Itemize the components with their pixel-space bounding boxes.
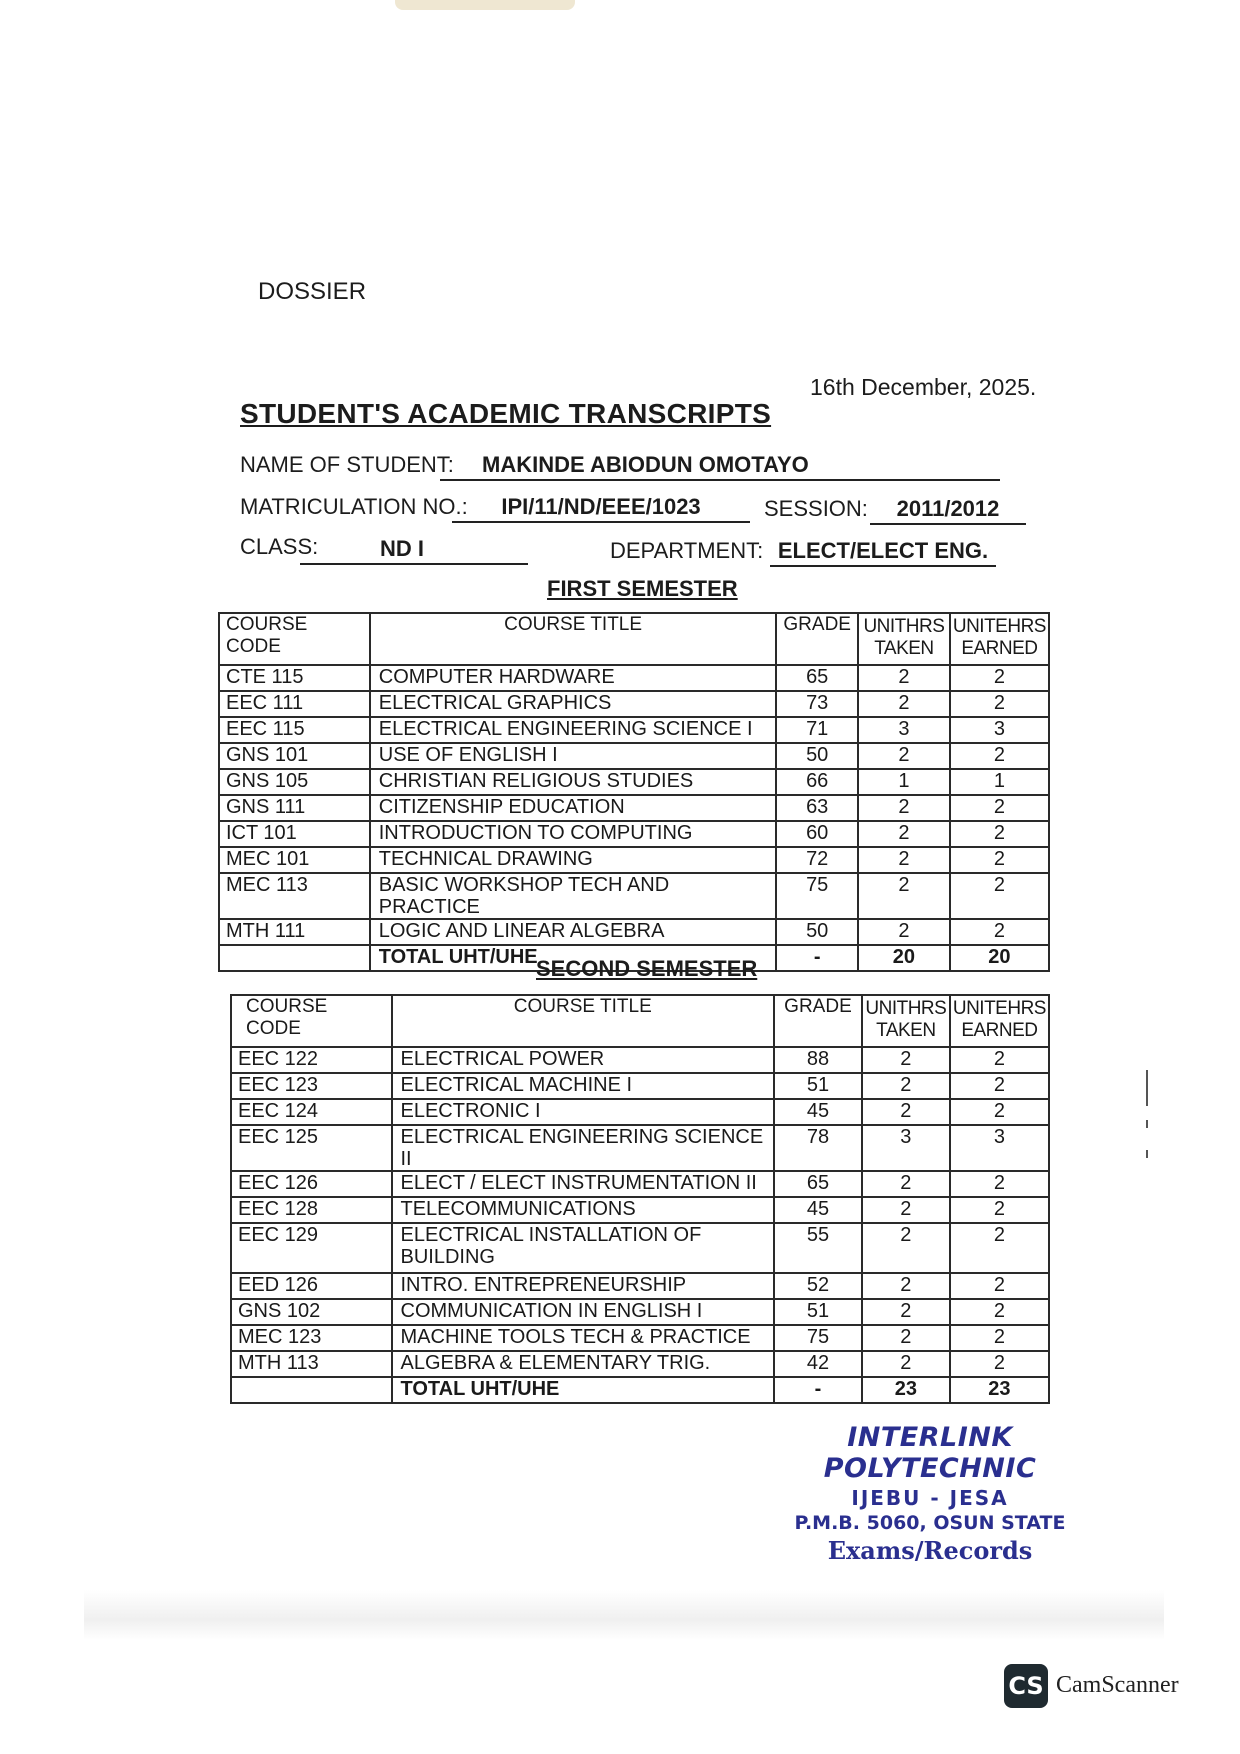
units-earned: 2 [950, 691, 1049, 717]
table-row [219, 665, 1049, 691]
course-title: ELECTRICAL GRAPHICS [370, 691, 777, 717]
total-row [231, 1377, 1049, 1403]
course-code: EEC 111 [219, 691, 370, 717]
units-taken: 1 [858, 769, 950, 795]
course-grade: 60 [776, 821, 858, 847]
course-code: GNS 101 [219, 743, 370, 769]
units-taken: 2 [862, 1351, 950, 1377]
units-earned: 2 [950, 1171, 1049, 1197]
table-row [219, 821, 1049, 847]
table-row [231, 1099, 1049, 1125]
page-title: STUDENT'S ACADEMIC TRANSCRIPTS [240, 398, 772, 429]
course-grade: 42 [774, 1351, 862, 1377]
units-earned: 2 [950, 1073, 1049, 1099]
table-row [231, 1223, 1049, 1273]
units-taken: 2 [858, 821, 950, 847]
session-value: 2011/2012 [870, 496, 1026, 525]
course-grade: 51 [774, 1299, 862, 1325]
units-taken: 3 [858, 717, 950, 743]
course-title: COMMUNICATION IN ENGLISH I [392, 1299, 775, 1325]
units-taken: 2 [858, 919, 950, 945]
course-title: LOGIC AND LINEAR ALGEBRA [370, 919, 777, 945]
units-earned: 2 [950, 1273, 1049, 1299]
course-code: EED 126 [231, 1273, 392, 1299]
course-code: EEC 115 [219, 717, 370, 743]
units-taken: 2 [862, 1073, 950, 1099]
table-row [231, 1325, 1049, 1351]
units-taken: 2 [862, 1273, 950, 1299]
course-code: GNS 105 [219, 769, 370, 795]
units-earned: 3 [950, 1125, 1049, 1171]
units-earned: 2 [950, 743, 1049, 769]
table-row [231, 1299, 1049, 1325]
student-name: MAKINDE ABIODUN OMOTAYO [440, 452, 1000, 481]
first-semester-heading: FIRST SEMESTER [547, 576, 738, 601]
name-label: NAME OF STUDENT: [240, 452, 454, 477]
total-grade: - [774, 1377, 862, 1403]
column-header-title: COURSE TITLE [392, 995, 775, 1047]
course-title: INTRO. ENTREPRENEURSHIP [392, 1273, 775, 1299]
total-units-earned: 20 [950, 945, 1049, 971]
first-semester-body [219, 665, 1049, 971]
units-earned: 2 [950, 795, 1049, 821]
units-taken: 2 [858, 795, 950, 821]
table-row [231, 1273, 1049, 1299]
table-row [219, 873, 1049, 919]
course-title: ELECTRONIC I [392, 1099, 775, 1125]
table-row [231, 1073, 1049, 1099]
course-title: TELECOMMUNICATIONS [392, 1197, 775, 1223]
document-date: 16th December, 2025. [810, 374, 1037, 400]
course-title: USE OF ENGLISH I [370, 743, 777, 769]
course-title: TECHNICAL DRAWING [370, 847, 777, 873]
course-grade: 65 [776, 665, 858, 691]
course-grade: 45 [774, 1099, 862, 1125]
course-grade: 65 [774, 1171, 862, 1197]
units-earned: 2 [950, 1099, 1049, 1125]
units-taken: 2 [858, 847, 950, 873]
stamp-office: Exams/Records [827, 1536, 1033, 1565]
units-earned: 2 [950, 919, 1049, 945]
camscanner-watermark: CamScanner [1056, 1672, 1179, 1698]
column-header-title: COURSE TITLE [370, 613, 777, 665]
course-code: MEC 113 [219, 873, 370, 919]
course-grade: 75 [776, 873, 858, 919]
course-code: EEC 122 [231, 1047, 392, 1073]
units-taken: 2 [858, 743, 950, 769]
department-label: DEPARTMENT: [610, 538, 764, 563]
table-row [231, 1171, 1049, 1197]
stamp-address: P.M.B. 5060, OSUN STATE [794, 1512, 1066, 1534]
scan-edge-mark [1146, 1070, 1148, 1106]
course-code: MTH 111 [219, 919, 370, 945]
units-earned: 1 [950, 769, 1049, 795]
department-value: ELECT/ELECT ENG. [770, 538, 996, 567]
stamp-location: IJEBU - JESA [851, 1486, 1009, 1510]
camscanner-logo-icon: CS [1004, 1664, 1048, 1708]
column-header-units-earned: UNITEHRS EARNED [950, 995, 1049, 1047]
units-earned: 2 [950, 1223, 1049, 1273]
course-title: ELECTRICAL MACHINE I [392, 1073, 775, 1099]
total-label: TOTAL UHT/UHE [370, 945, 777, 971]
matric-number: IPI/11/ND/EEE/1023 [452, 494, 750, 523]
course-title: ELECT / ELECT INSTRUMENTATION II [392, 1171, 775, 1197]
course-grade: 50 [776, 919, 858, 945]
course-code: EEC 125 [231, 1125, 392, 1171]
course-title: COMPUTER HARDWARE [370, 665, 777, 691]
units-earned: 2 [950, 873, 1049, 919]
course-title: CHRISTIAN RELIGIOUS STUDIES [370, 769, 777, 795]
page-edge-shadow [84, 1590, 1164, 1640]
table-row [231, 1351, 1049, 1377]
class-label: CLASS: [240, 534, 319, 559]
course-code: EEC 129 [231, 1223, 392, 1273]
second-semester-table [230, 994, 1050, 1404]
first-semester-table [218, 612, 1050, 972]
total-grade: - [776, 945, 858, 971]
units-taken: 2 [858, 691, 950, 717]
table-row [219, 795, 1049, 821]
table-header-row [219, 613, 1049, 665]
course-code: MEC 123 [231, 1325, 392, 1351]
column-header-code: COURSE CODE [231, 995, 392, 1047]
course-code: EEC 126 [231, 1171, 392, 1197]
course-title: CITIZENSHIP EDUCATION [370, 795, 777, 821]
matric-label: MATRICULATION NO.: [240, 494, 468, 519]
course-grade: 75 [774, 1325, 862, 1351]
units-taken: 2 [862, 1171, 950, 1197]
table-row [219, 769, 1049, 795]
course-grade: 78 [774, 1125, 862, 1171]
units-taken: 2 [862, 1197, 950, 1223]
column-header-code: COURSE CODE [219, 613, 370, 665]
course-code: EEC 124 [231, 1099, 392, 1125]
total-units-earned: 23 [950, 1377, 1049, 1403]
units-taken: 2 [862, 1223, 950, 1273]
paper-clip-tab [395, 0, 575, 10]
column-header-units-earned: UNITEHRS EARNED [950, 613, 1049, 665]
course-code: GNS 111 [219, 795, 370, 821]
course-title: ELECTRICAL ENGINEERING SCIENCE II [392, 1125, 775, 1171]
course-code: MEC 101 [219, 847, 370, 873]
course-grade: 66 [776, 769, 858, 795]
units-earned: 3 [950, 717, 1049, 743]
course-code: EEC 128 [231, 1197, 392, 1223]
course-code: CTE 115 [219, 665, 370, 691]
course-grade: 45 [774, 1197, 862, 1223]
course-code: ICT 101 [219, 821, 370, 847]
column-header-units-taken: UNITHRS TAKEN [858, 613, 950, 665]
course-code: EEC 123 [231, 1073, 392, 1099]
scan-edge-mark [1146, 1150, 1148, 1158]
course-title: ELECTRICAL INSTALLATION OF BUILDING [392, 1223, 775, 1273]
dossier-label: DOSSIER [258, 278, 367, 305]
course-grade: 72 [776, 847, 858, 873]
total-label: TOTAL UHT/UHE [392, 1377, 775, 1403]
table-header-row [231, 995, 1049, 1047]
table-row [231, 1047, 1049, 1073]
stamp-institution-name: INTERLINK POLYTECHNIC [823, 1422, 1037, 1484]
units-taken: 2 [862, 1047, 950, 1073]
total-units-taken: 20 [858, 945, 950, 971]
course-title: ELECTRICAL POWER [392, 1047, 775, 1073]
class-value: ND I [300, 536, 528, 565]
course-grade: 73 [776, 691, 858, 717]
units-taken: 3 [862, 1125, 950, 1171]
table-row [231, 1125, 1049, 1171]
institution-stamp [790, 1422, 1070, 1565]
course-grade: 88 [774, 1047, 862, 1073]
second-semester-heading: SECOND SEMESTER [536, 956, 758, 981]
units-taken: 2 [858, 665, 950, 691]
column-header-units-taken: UNITHRS TAKEN [862, 995, 950, 1047]
scan-edge-mark [1146, 1120, 1148, 1128]
units-taken: 2 [862, 1299, 950, 1325]
column-header-grade: GRADE [774, 995, 862, 1047]
units-taken: 2 [862, 1099, 950, 1125]
course-grade: 71 [776, 717, 858, 743]
total-code-empty [231, 1377, 392, 1403]
table-row [219, 919, 1049, 945]
course-title: ELECTRICAL ENGINEERING SCIENCE I [370, 717, 777, 743]
session-label: SESSION: [764, 496, 868, 521]
table-row [219, 717, 1049, 743]
course-code: MTH 113 [231, 1351, 392, 1377]
units-earned: 2 [950, 847, 1049, 873]
units-earned: 2 [950, 1325, 1049, 1351]
course-title: ALGEBRA & ELEMENTARY TRIG. [392, 1351, 775, 1377]
column-header-grade: GRADE [776, 613, 858, 665]
units-taken: 2 [858, 873, 950, 919]
units-taken: 2 [862, 1325, 950, 1351]
units-earned: 2 [950, 1047, 1049, 1073]
course-title: MACHINE TOOLS TECH & PRACTICE [392, 1325, 775, 1351]
table-row [219, 743, 1049, 769]
units-earned: 2 [950, 1197, 1049, 1223]
course-grade: 51 [774, 1073, 862, 1099]
second-semester-body [231, 1047, 1049, 1403]
total-units-taken: 23 [862, 1377, 950, 1403]
course-code: GNS 102 [231, 1299, 392, 1325]
course-title: BASIC WORKSHOP TECH AND PRACTICE [370, 873, 777, 919]
units-earned: 2 [950, 1299, 1049, 1325]
units-earned: 2 [950, 821, 1049, 847]
table-row [231, 1197, 1049, 1223]
course-grade: 50 [776, 743, 858, 769]
course-grade: 63 [776, 795, 858, 821]
total-code-empty [219, 945, 370, 971]
units-earned: 2 [950, 665, 1049, 691]
units-earned: 2 [950, 1351, 1049, 1377]
course-grade: 52 [774, 1273, 862, 1299]
course-grade: 55 [774, 1223, 862, 1273]
table-row [219, 691, 1049, 717]
table-row [219, 847, 1049, 873]
course-title: INTRODUCTION TO COMPUTING [370, 821, 777, 847]
